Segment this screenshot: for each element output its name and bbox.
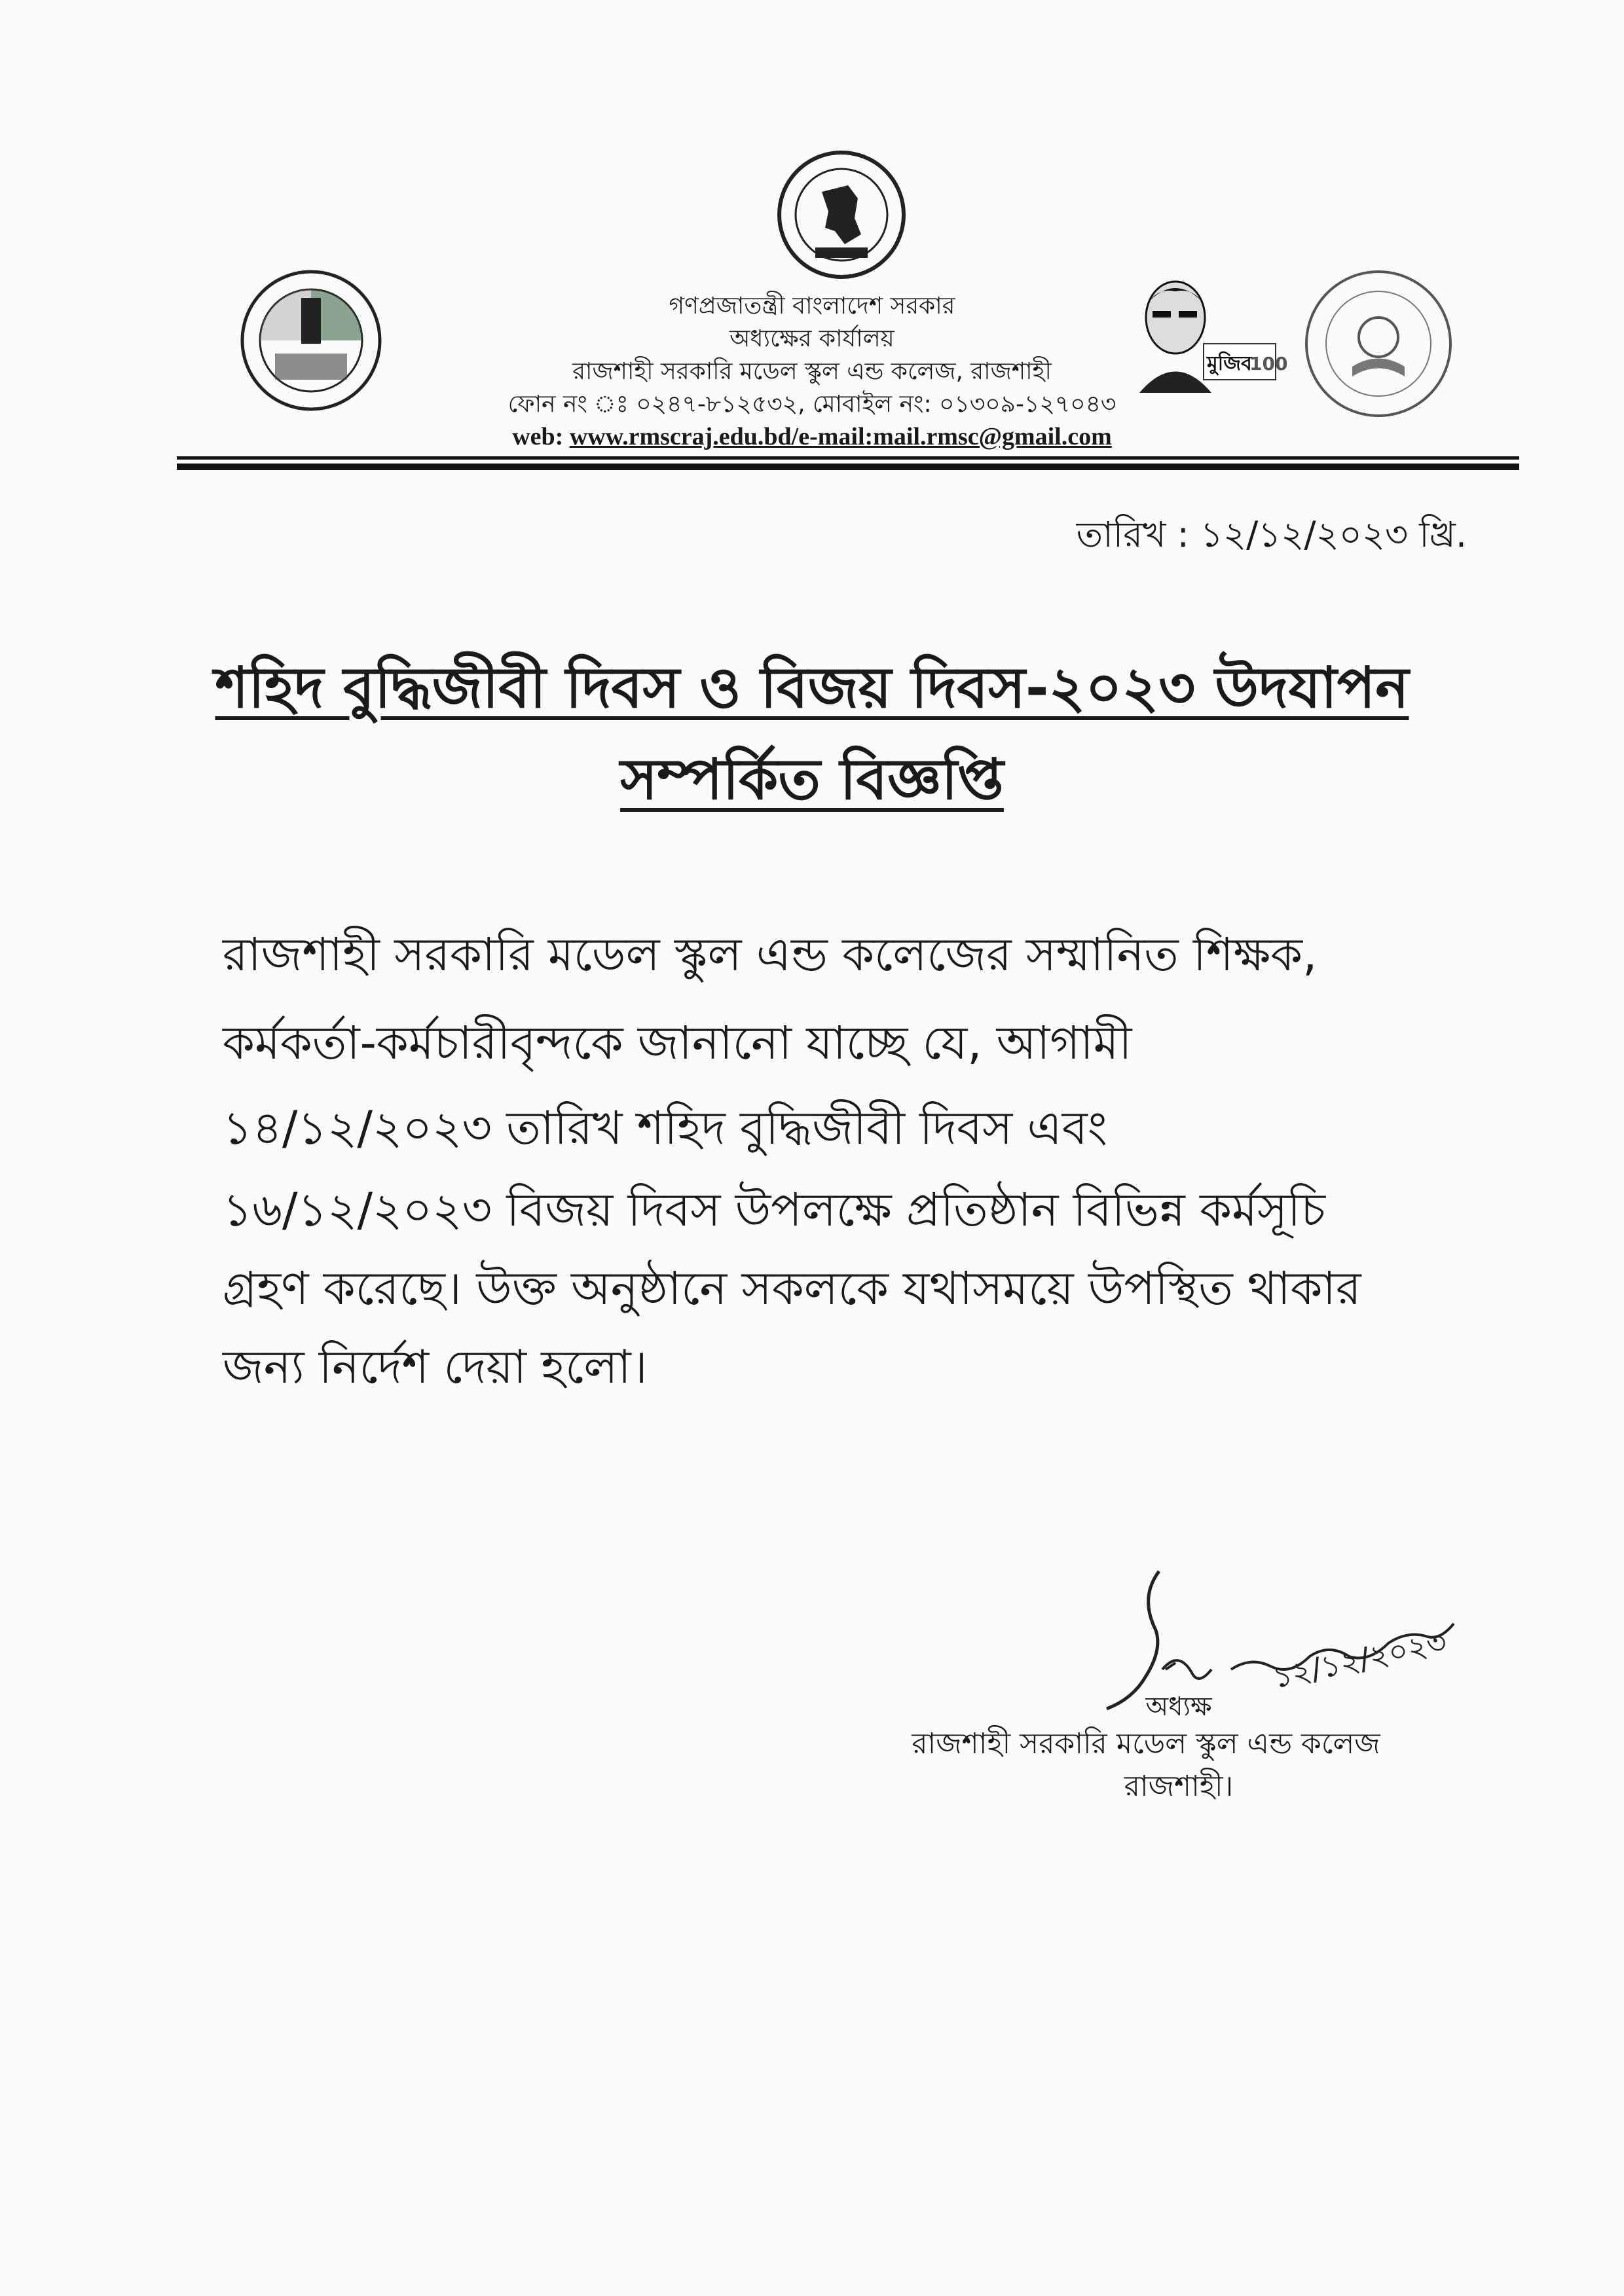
mujib-100-logo	[1126, 272, 1288, 393]
header-rule-bottom	[177, 464, 1519, 470]
government-name: গণপ্রজাতন্ত্রী বাংলাদেশ সরকার	[669, 293, 955, 319]
body-line: গ্রহণ করেছে। উক্ত অনুষ্ঠানে সকলকে যথাসময়ে উপস্থিত থাকার	[223, 1262, 1361, 1315]
signatory-city: রাজশাহী।	[1124, 1770, 1234, 1803]
government-seal-logo	[776, 149, 907, 280]
body-line: ১৪/১২/২০২৩ তারিখ শহিদ বুদ্ধিজীবী দিবস এবং	[223, 1101, 1107, 1155]
body-line: রাজশাহী সরকারি মডেল স্কুল এন্ড কলেজের সম্মানিত শিক্ষক,	[223, 928, 1318, 981]
mujib-mark: মুজিব	[1207, 352, 1252, 375]
web-line	[0, 422, 1624, 451]
notice-title-line-2: সম্পর্কিত বিজ্ঞপ্তি	[620, 747, 1004, 812]
education-motto-logo	[1303, 268, 1454, 419]
mujib-number: 100	[1249, 353, 1288, 374]
web-label: web:	[512, 423, 564, 450]
designation: অধ্যক্ষ	[1145, 1692, 1212, 1722]
institution-name: রাজশাহী সরকারি মডেল স্কুল এন্ড কলেজ, রাজশাহী	[572, 358, 1052, 385]
phone-line: ফোন নং ঃ ০২৪৭-৮১২৫৩২, মোবাইল নং: ০১৩০৯-১২৭০৪৩	[507, 391, 1116, 418]
header-rule-top	[177, 456, 1519, 460]
handwritten-date: ১২/১২/২০২৩	[1269, 1624, 1450, 1696]
body-line: কর্মকর্তা-কর্মচারীবৃন্দকে জানানো যাচ্ছে যে, আগামী	[223, 1016, 1132, 1070]
notice-title-line-1: শহিদ বুদ্ধিজীবী দিবস ও বিজয় দিবস-২০২৩ উদযাপন	[215, 655, 1409, 721]
notice-date: তারিখ : ১২/১২/২০২৩ খ্রি.	[1076, 514, 1467, 555]
office-name: অধ্যক্ষের কার্যালয়	[729, 325, 895, 352]
school-logo	[236, 268, 386, 412]
signatory-institution: রাজশাহী সরকারি মডেল স্কুল এন্ড কলেজ	[912, 1727, 1380, 1760]
web-contact-link[interactable]: www.rmscraj.edu.bd/e-mail:mail.rmsc@gmail.com	[569, 423, 1112, 450]
body-line: জন্য নির্দেশ দেয়া হলো।	[223, 1340, 648, 1394]
body-line: ১৬/১২/২০২৩ বিজয় দিবস উপলক্ষে প্রতিষ্ঠান বিভিন্ন কর্মসূচি	[223, 1183, 1325, 1237]
